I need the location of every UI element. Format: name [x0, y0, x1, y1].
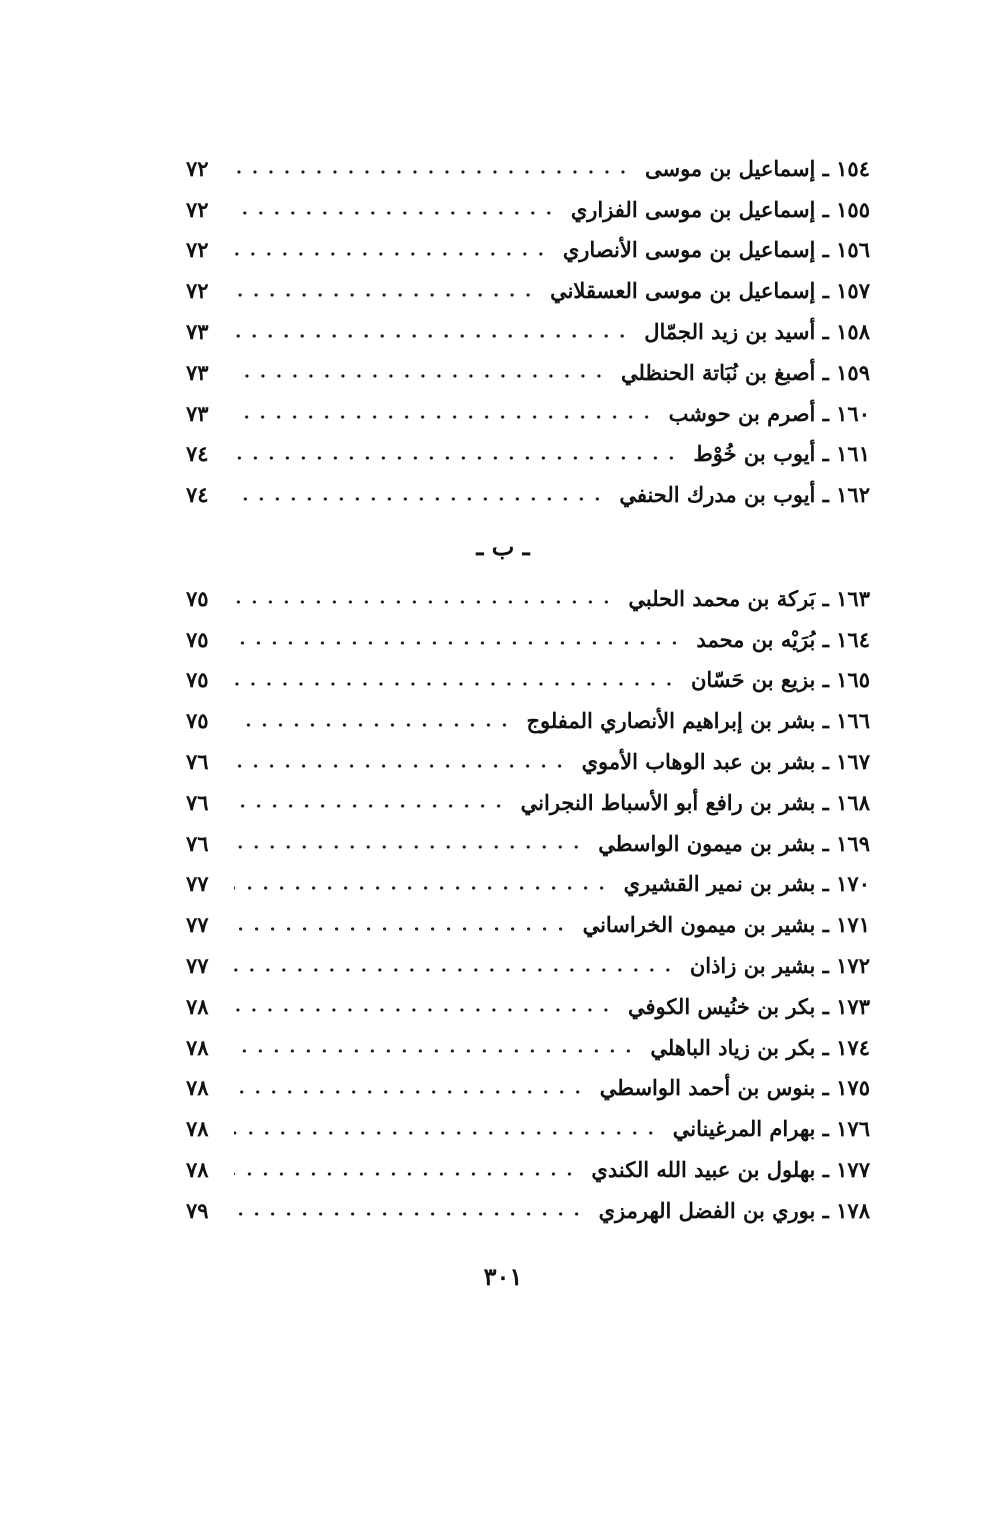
toc-entry: [186, 823, 870, 864]
toc-section-ba: [186, 578, 870, 1231]
dot-leader: [234, 495, 605, 503]
toc-entry: [186, 230, 870, 271]
dot-leader: [234, 1088, 586, 1096]
dot-leader: [234, 413, 655, 421]
entry-page-number: ٧٢: [186, 155, 209, 181]
entry-title: ١٧٠ ـ بشر بن نمير القشيري: [623, 871, 870, 897]
toc-entry: [186, 660, 870, 701]
entry-title: ١٦٥ ـ بزيع بن حَسّان: [690, 667, 870, 693]
dot-leader: [234, 168, 631, 176]
toc-entry: [186, 945, 870, 986]
toc-entry: [186, 782, 870, 823]
dot-leader: [234, 1170, 577, 1178]
toc-entry: [186, 1108, 870, 1149]
toc-entry: [186, 986, 870, 1027]
entry-title: ١٧٤ ـ بكر بن زياد الباهلي: [650, 1034, 870, 1060]
dot-leader: [234, 291, 536, 299]
entry-title: ١٦١ ـ أيوب بن خُوْط: [693, 441, 870, 467]
toc-section-alif: [186, 148, 870, 515]
toc-entry: [186, 393, 870, 434]
dot-leader: [234, 762, 568, 770]
dot-leader: [234, 1006, 614, 1014]
entry-page-number: ٧٧: [186, 953, 209, 979]
dot-leader: [234, 1047, 636, 1055]
dot-leader: [234, 680, 677, 688]
entry-title: ١٧٦ ـ بهرام المرغيناني: [672, 1116, 870, 1142]
entry-title: ١٦٠ ـ أصرم بن حوشب: [668, 400, 870, 426]
entry-page-number: ٧٥: [186, 585, 209, 611]
dot-leader: [234, 966, 676, 974]
entry-title: ١٦٦ ـ بشر بن إبراهيم الأنصاري المفلوج: [526, 708, 870, 734]
entry-title: ١٦٧ ـ بشر بن عبد الوهاب الأموي: [581, 749, 870, 775]
entry-page-number: ٧٦: [186, 830, 209, 856]
entry-title: ١٥٨ ـ أسيد بن زيد الجمّال: [644, 319, 870, 345]
toc-entry: [186, 352, 870, 393]
section-header-ba: ـ ب ـ: [476, 532, 530, 561]
toc-entry: [186, 1190, 870, 1231]
entry-page-number: ٧٥: [186, 626, 209, 652]
entry-title: ١٧٧ ـ بهلول بن عبيد الله الكندي: [591, 1157, 870, 1183]
entry-page-number: ٧٨: [186, 1034, 209, 1060]
toc-entry: [186, 434, 870, 475]
toc-entry: [186, 741, 870, 782]
dot-leader: [234, 721, 512, 729]
entry-title: ١٥٤ ـ إسماعيل بن موسى: [644, 155, 870, 181]
entry-title: ١٥٥ ـ إسماعيل بن موسى الفزاري: [570, 196, 870, 222]
toc-entry: [186, 1149, 870, 1190]
entry-title: ١٥٦ ـ إسماعيل بن موسى الأنصاري: [562, 237, 870, 263]
entry-title: ١٦٣ ـ بَركة بن محمد الحلبي: [628, 585, 870, 611]
dot-leader: [234, 1129, 659, 1137]
dot-leader: [234, 209, 557, 217]
toc-entry: [186, 1068, 870, 1109]
dot-leader: [234, 1210, 585, 1218]
entry-page-number: ٧٧: [186, 912, 209, 938]
entry-page-number: ٧٥: [186, 708, 209, 734]
entry-title: ١٦٢ ـ أيوب بن مدرك الحنفي: [619, 482, 870, 508]
entry-page-number: ٧٢: [186, 278, 209, 304]
entry-page-number: ٧٧: [186, 871, 209, 897]
toc-entry: [186, 578, 870, 619]
entry-page-number: ٧٢: [186, 196, 209, 222]
entry-page-number: ٧٥: [186, 667, 209, 693]
entry-page-number: ٧٣: [186, 400, 209, 426]
entry-title: ١٧٥ ـ بنوس بن أحمد الواسطي: [599, 1075, 870, 1101]
dot-leader: [234, 454, 679, 462]
entry-page-number: ٧٦: [186, 749, 209, 775]
toc-entry: [186, 189, 870, 230]
dot-leader: [234, 250, 549, 258]
dot-leader: [234, 372, 607, 380]
toc-entry: [186, 270, 870, 311]
entry-page-number: ٧٤: [186, 482, 209, 508]
dot-leader: [234, 332, 630, 340]
entry-title: ١٦٨ ـ بشر بن رافع أبو الأسباط النجراني: [520, 789, 870, 815]
toc-entry: [186, 864, 870, 905]
dot-leader: [234, 884, 610, 892]
toc-entry: [186, 619, 870, 660]
entry-title: ١٧٣ ـ بكر بن خنُيس الكوفي: [627, 993, 870, 1019]
entry-title: ١٧٨ ـ بوري بن الفضل الهرمزي: [598, 1197, 870, 1223]
dot-leader: [234, 598, 614, 606]
entry-page-number: ٧٨: [186, 1157, 209, 1183]
toc-entry: [186, 700, 870, 741]
page-number: ٣٠١: [483, 1262, 523, 1291]
dot-leader: [234, 639, 682, 647]
dot-leader: [234, 843, 584, 851]
toc-entry: [186, 904, 870, 945]
toc-entry: [186, 148, 870, 189]
entry-page-number: ٧٢: [186, 237, 209, 263]
entry-page-number: ٧٩: [186, 1197, 209, 1223]
entry-title: ١٥٧ ـ إسماعيل بن موسى العسقلاني: [550, 278, 870, 304]
toc-entry: [186, 311, 870, 352]
dot-leader: [234, 925, 569, 933]
entry-title: ١٦٩ ـ بشر بن ميمون الواسطي: [598, 830, 870, 856]
toc-entry: [186, 1027, 870, 1068]
entry-title: ١٧١ ـ بشير بن ميمون الخراساني: [582, 912, 870, 938]
entry-page-number: ٧٦: [186, 789, 209, 815]
dot-leader: [234, 802, 507, 810]
entry-page-number: ٧٤: [186, 441, 209, 467]
entry-page-number: ٧٣: [186, 359, 209, 385]
entry-page-number: ٧٨: [186, 1075, 209, 1101]
entry-page-number: ٧٣: [186, 319, 209, 345]
entry-page-number: ٧٨: [186, 1116, 209, 1142]
toc-entry: [186, 474, 870, 515]
entry-title: ١٦٤ ـ بُرَيْه بن محمد: [696, 626, 870, 652]
entry-title: ١٥٩ ـ أصبغ بن نُبَاتة الحنظلي: [620, 359, 870, 385]
entry-page-number: ٧٨: [186, 993, 209, 1019]
entry-title: ١٧٢ ـ بشير بن زاذان: [689, 953, 870, 979]
